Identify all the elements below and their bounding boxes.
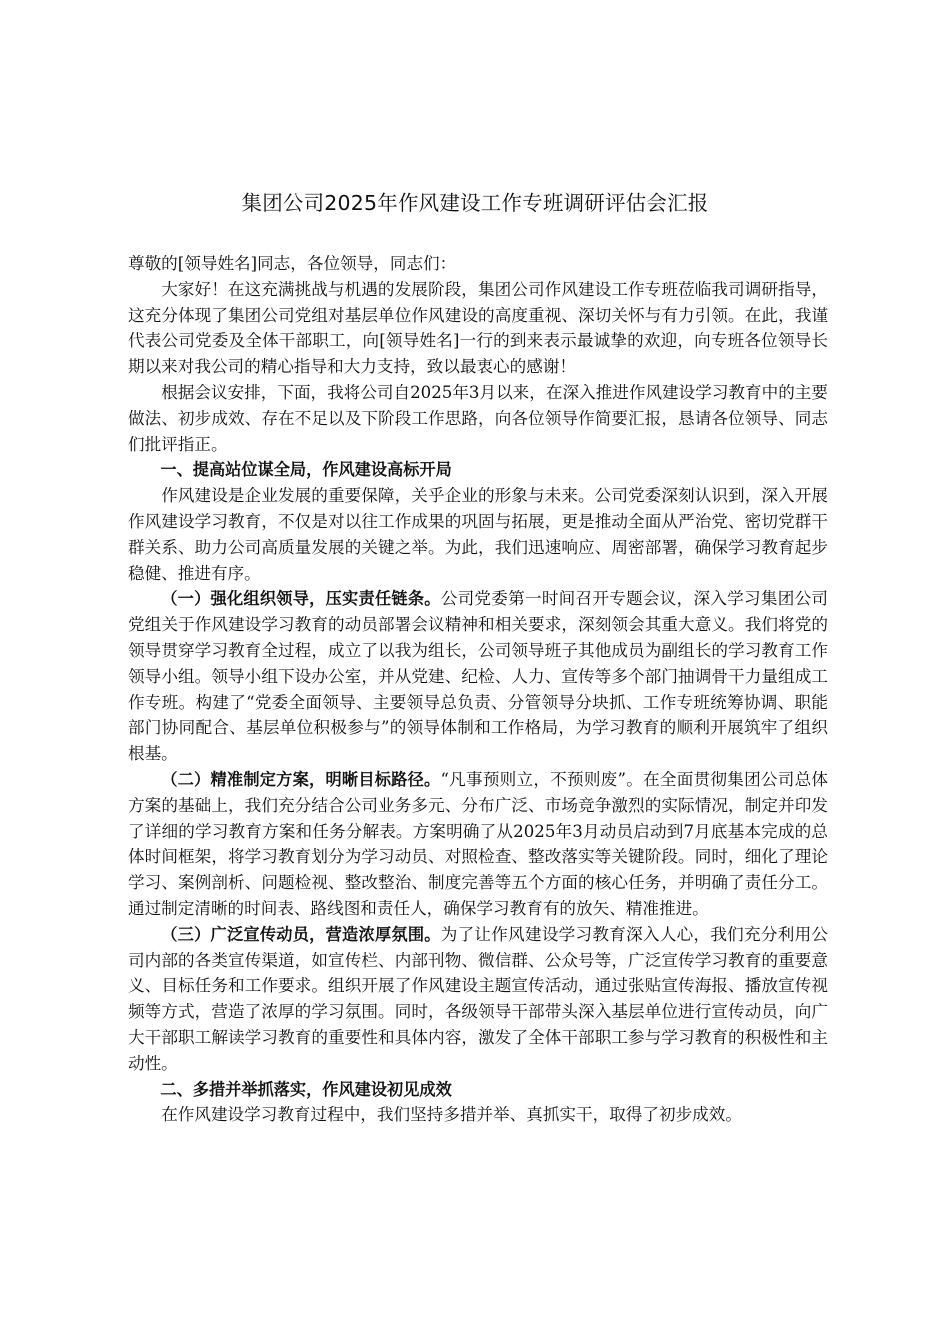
subsection-3-lead: （三）广泛宣传动员，营造浓厚氛围。 [161,924,441,944]
salutation: 尊敬的[领导姓名]同志，各位领导，同志们： [128,254,457,273]
subsection-1-lead: （一）强化组织领导，压实责任链条。 [161,589,441,609]
section-heading-1: 一、提高站位谋全局，作风建设高标开局 [160,460,452,480]
section-heading-2: 二、多措并举抓落实，作风建设初见成效 [160,1079,452,1099]
paragraph-section-2-intro: 在作风建设学习教育过程中，我们坚持多措并举、真抓实干，取得了初步成效。 [161,1105,742,1125]
paragraph-subsection-1 [128,586,828,767]
document-body [128,251,828,1128]
subsection-1-text: 公司党委第一时间召开专题会议，深入学习集团公司党组关于作风建设学习教育的动员部署会议精神和相关要求，深刻领会其重大意义。我们将党的领导贯穿学习教育全过程，成立了以我为组长，公司领导班子其他成员为副组长的学习教育工作领导小组。领导小组下设办公室，并从党建、纪检、人力、宣传等多个部门抽调骨干力量组成工作专班。构建了“党委全面领导、主要领导总负责、分管领导分块抓、工作专班统筹协调、职能部门协同配合、基层单位积极参与”的领导体制和工作格局，为学习教育的顺利开展筑牢了组织根基。 [128,589,829,764]
paragraph-subsection-3 [128,922,828,1077]
subsection-2-text: “凡事预则立，不预则废”。在全面贯彻集团公司总体方案的基础上，我们充分结合公司业务多元、分布广泛、市场竞争激烈的实际情况，制定并印发了详细的学习教育方案和任务分解表。方案明确了从2025年3月动员启动到7月底基本完成的总体时间框架，将学习教育划分为学习动员、对照检查、整改落实等关键阶段。同时，细化了理论学习、案例剖析、问题检视、整改整治、制度完善等五个方面的核心任务，并明确了责任分工。通过制定清晰的时间表、路线图和责任人，确保学习教育有的放矢、精准推进。 [128,769,828,918]
paragraph-agenda: 根据会议安排，下面，我将公司自2025年3月以来，在深入推进作风建设学习教育中的主要做法、初步成效、存在不足以及下阶段工作思路，向各位领导作简要汇报，恳请各位领导、同志们批评指正。 [128,382,828,454]
paragraph-section-1-intro: 作风建设是企业发展的重要保障，关乎企业的形象与未来。公司党委深刻认识到，深入开展作风建设学习教育，不仅是对以往工作成果的巩固与拓展，更是推动全面从严治党、密切党群干群关系、助力公司高质量发展的关键之举。为此，我们迅速响应、周密部署，确保学习教育起步稳健、推进有序。 [128,486,828,583]
paragraph-greeting: 大家好！在这充满挑战与机遇的发展阶段，集团公司作风建设工作专班莅临我司调研指导，这充分体现了集团公司党组对基层单位作风建设的高度重视、深切关怀与有力引领。在此，我谨代表公司党委及全体干部职工，向[领导姓名]一行的到来表示最诚挚的欢迎，向专班各位领导长期以来对我公司的精心指导和大力支持，致以最衷心的感谢！ [128,279,828,377]
document-title: 集团公司2025年作风建设工作专班调研评估会汇报 [241,191,709,215]
paragraph-subsection-2 [128,767,828,922]
subsection-3-text: 为了让作风建设学习教育深入人心，我们充分利用公司内部的各类宣传渠道，如宣传栏、内部刊物、微信群、公众号等，广泛宣传学习教育的重要意义、目标任务和工作要求。组织开展了作风建设主题宣传活动，通过张贴宣传海报、播放宣传视频等方式，营造了浓厚的学习氛围。同时，各级领导干部带头深入基层单位进行宣传动员，向广大干部职工解读学习教育的重要性和具体内容，激发了全体干部职工参与学习教育的积极性和主动性。 [128,924,829,1073]
subsection-2-lead: （二）精准制定方案，明晰目标路径。 [161,769,441,789]
